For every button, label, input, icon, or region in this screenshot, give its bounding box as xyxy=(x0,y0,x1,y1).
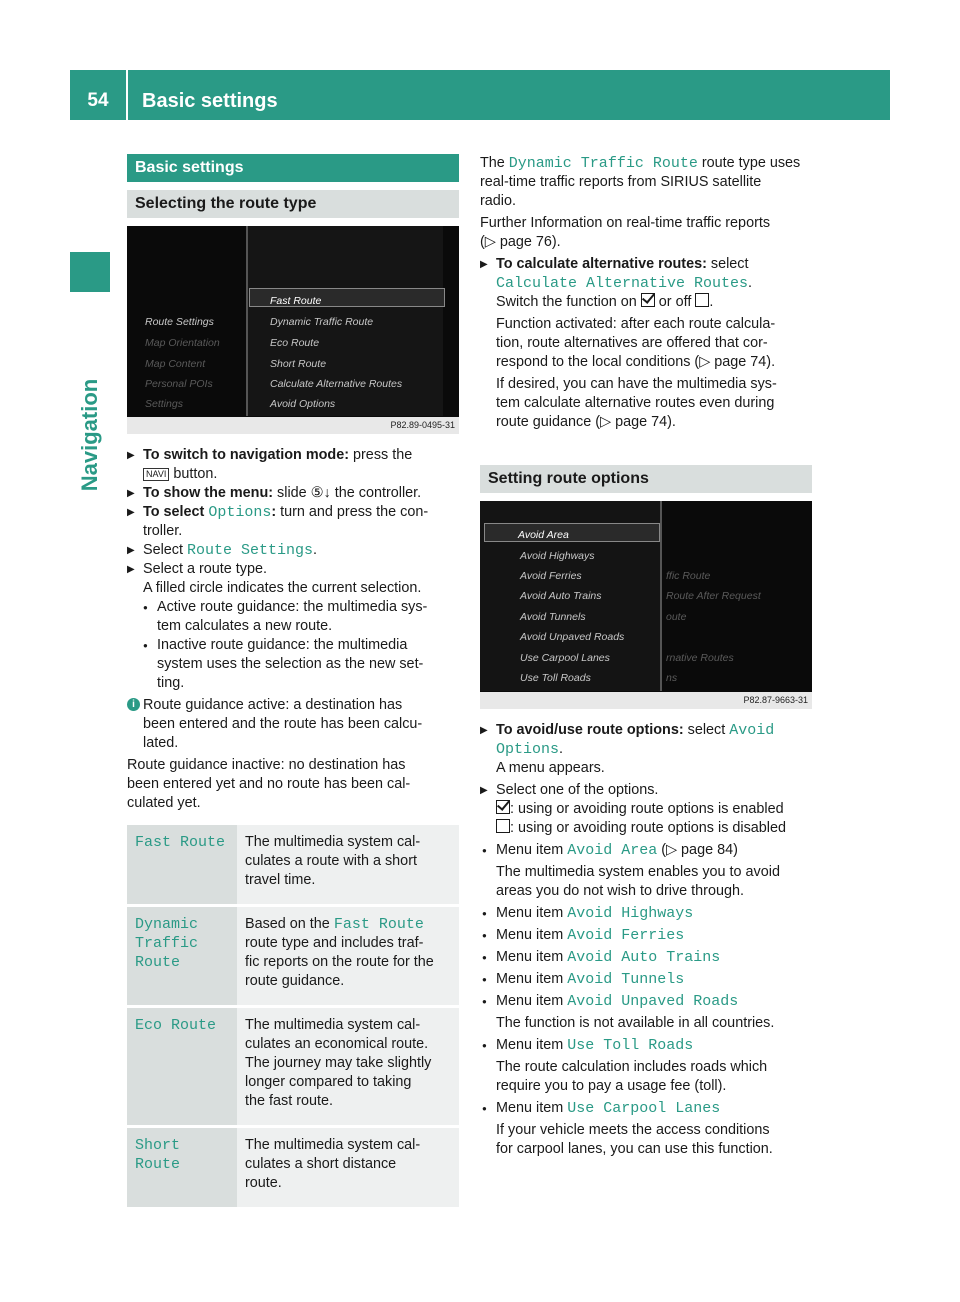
checkbox-checked-icon xyxy=(641,293,655,307)
checkbox-empty-icon xyxy=(496,819,510,833)
info-note-2: Route guidance inactive: no destination has been entered yet and no route has been cal- culated yet. xyxy=(127,757,411,811)
alt-routes-during-guidance: If desired, you can have the multimedia sys- tem calculate alternative routes even during route guidance (▷ page 74). xyxy=(496,376,777,430)
bullet-inactive-guidance: ● Inactive route guidance: the multimedia system uses the selection as the new set- ting. xyxy=(127,636,459,693)
screen-menu-right-4: Calculate Alternative Routes xyxy=(270,378,403,390)
avoid-area-desc: The multimedia system enables you to avoid areas you do not wish to drive through. xyxy=(496,864,780,899)
screen-menu-left-4: Settings xyxy=(145,398,183,410)
screen-menu-left-1: Map Orientation xyxy=(145,337,220,349)
table-key: Eco Route xyxy=(127,1007,237,1127)
step-select-options: ▶ To select Options: turn and press the con- troller. xyxy=(127,503,459,541)
screen-item-6: Use Toll Roads xyxy=(520,672,591,684)
table-desc: Based on the Fast Route route type and includes traf- fic reports on the route for the route guidance. xyxy=(237,906,459,1007)
carpool-lanes-desc: If your vehicle meets the access conditions for carpool lanes, you can use this function. xyxy=(496,1122,773,1157)
header-title: Basic settings xyxy=(142,90,278,112)
screen-menu-left-2: Map Content xyxy=(145,358,206,370)
header-divider xyxy=(126,70,128,120)
step-switch-nav: ▶ To switch to navigation mode: press the NAVI button. xyxy=(127,446,459,484)
screen-item-0: Avoid Highways xyxy=(520,550,595,562)
screen-bg-item-2: oute xyxy=(666,611,687,623)
screen-divider xyxy=(246,226,248,416)
table-row xyxy=(127,906,459,1007)
section-title: Basic settings xyxy=(127,154,459,182)
side-tab-marker xyxy=(70,252,110,292)
screen-menu-left-0: Route Settings xyxy=(145,316,214,328)
screen-menu-right-3: Short Route xyxy=(270,358,327,370)
table-key: Dynamic Traffic Route xyxy=(127,906,237,1007)
step-show-menu: ▶ To show the menu: slide ⑤↓ the controller. xyxy=(127,484,459,503)
dynamic-route-paragraph: The Dynamic Traffic Route route type uses real-time traffic reports from SIRIUS satellite radio. xyxy=(480,155,801,209)
menu-item-use-toll-roads: ● Menu item Use Toll Roads xyxy=(480,1036,812,1055)
screenshot-code: P82.89-0495-31 xyxy=(127,417,459,434)
subsection-title: Selecting the route type xyxy=(127,190,459,218)
screen-menu-right-2: Eco Route xyxy=(270,337,320,349)
table-key: Short Route xyxy=(127,1127,237,1209)
table-desc: The multimedia system cal- culates a short distance route. xyxy=(237,1127,459,1209)
navi-key-icon: NAVI xyxy=(143,468,169,481)
route-settings-screenshot xyxy=(127,226,459,434)
screen-divider xyxy=(660,501,662,691)
route-type-table xyxy=(127,825,459,1210)
screen-item-1: Avoid Ferries xyxy=(520,570,582,582)
route-options-screenshot xyxy=(480,501,812,709)
screenshot-code: P82.87-9663-31 xyxy=(480,692,812,709)
step-route-type: ▶ Select a route type. A filled circle indicates the current selection. xyxy=(127,560,459,598)
screen-bg-item-4: ns xyxy=(666,672,678,684)
screen-item-2: Avoid Auto Trains xyxy=(520,590,602,602)
subsection-title-route-options: Setting route options xyxy=(480,465,812,493)
table-row xyxy=(127,1127,459,1209)
page-number: 54 xyxy=(87,90,109,111)
screen-highlight xyxy=(484,523,660,542)
menu-item-avoid-auto-trains: ● Menu item Avoid Auto Trains xyxy=(480,948,812,967)
unpaved-roads-desc: The function is not available in all countries. xyxy=(496,1015,775,1031)
menu-item-avoid-unpaved-roads: ● Menu item Avoid Unpaved Roads xyxy=(480,992,812,1011)
page-header xyxy=(70,70,890,120)
bullet-active-guidance: ● Active route guidance: the multimedia sys- tem calculates a new route. xyxy=(127,598,459,636)
alt-routes-activated: Function activated: after each route calcula- tion, route alternatives are offered that cor- respond to the local conditions (▷ page 74). xyxy=(496,316,776,370)
step-select-option: ▶ Select one of the options. : using or avoiding route options is enabled : using or avoiding route options is disabled xyxy=(480,781,812,838)
table-row xyxy=(127,1007,459,1127)
table-desc: The multimedia system cal- culates a route with a short travel time. xyxy=(237,825,459,906)
screen-menu-right-5: Avoid Options xyxy=(270,398,336,410)
step-route-settings: ▶ Select Route Settings. xyxy=(127,541,459,560)
side-tab xyxy=(70,370,110,500)
side-tab-label: Navigation xyxy=(77,378,102,492)
menu-item-avoid-ferries: ● Menu item Avoid Ferries xyxy=(480,926,812,945)
menu-item-use-carpool-lanes: ● Menu item Use Carpool Lanes xyxy=(480,1099,812,1118)
screen-menu-right-0: Fast Route xyxy=(270,295,322,307)
menu-item-avoid-highways: ● Menu item Avoid Highways xyxy=(480,904,812,923)
menu-item-avoid-area: ● Menu item Avoid Area (▷ page 84) xyxy=(480,841,812,860)
right-column xyxy=(480,154,812,1159)
toll-roads-desc: The route calculation includes roads which require you to pay a usage fee (toll). xyxy=(496,1059,768,1094)
screen-header: Avoid Area xyxy=(518,529,569,541)
left-column xyxy=(127,154,459,1210)
controller-slide-icon: ⑤↓ xyxy=(310,485,331,501)
screen-item-4: Avoid Unpaved Roads xyxy=(520,631,625,643)
screen-menu-left-3: Personal POIs xyxy=(145,378,213,390)
checkbox-empty-icon xyxy=(695,293,709,307)
screen-item-3: Avoid Tunnels xyxy=(520,611,586,623)
screen-bg-item-3: rnative Routes xyxy=(666,652,734,664)
further-info-paragraph: Further Information on real-time traffic reports (▷ page 76). xyxy=(480,215,771,250)
table-row xyxy=(127,825,459,906)
table-desc: The multimedia system cal- culates an economical route. The journey may take slightly longer compared to taking the fast route. xyxy=(237,1007,459,1127)
info-note: i Route guidance active: a destination has been entered and the route has been calcu- lated. xyxy=(127,696,459,753)
info-icon: i xyxy=(127,698,140,711)
screen-item-5: Use Carpool Lanes xyxy=(520,652,610,664)
screen-bg-item-0: ffic Route xyxy=(666,570,711,582)
screen-menu-right-1: Dynamic Traffic Route xyxy=(270,316,374,328)
checkbox-checked-icon xyxy=(496,800,510,814)
menu-item-avoid-tunnels: ● Menu item Avoid Tunnels xyxy=(480,970,812,989)
step-avoid-options: ▶ To avoid/use route options: select Avoid Options. A menu appears. xyxy=(480,721,812,778)
step-alt-routes: ▶ To calculate alternative routes: select Calculate Alternative Routes. Switch the function on or off . xyxy=(480,255,812,312)
table-key: Fast Route xyxy=(127,825,237,906)
screen-bg-item-1: Route After Request xyxy=(666,590,761,602)
